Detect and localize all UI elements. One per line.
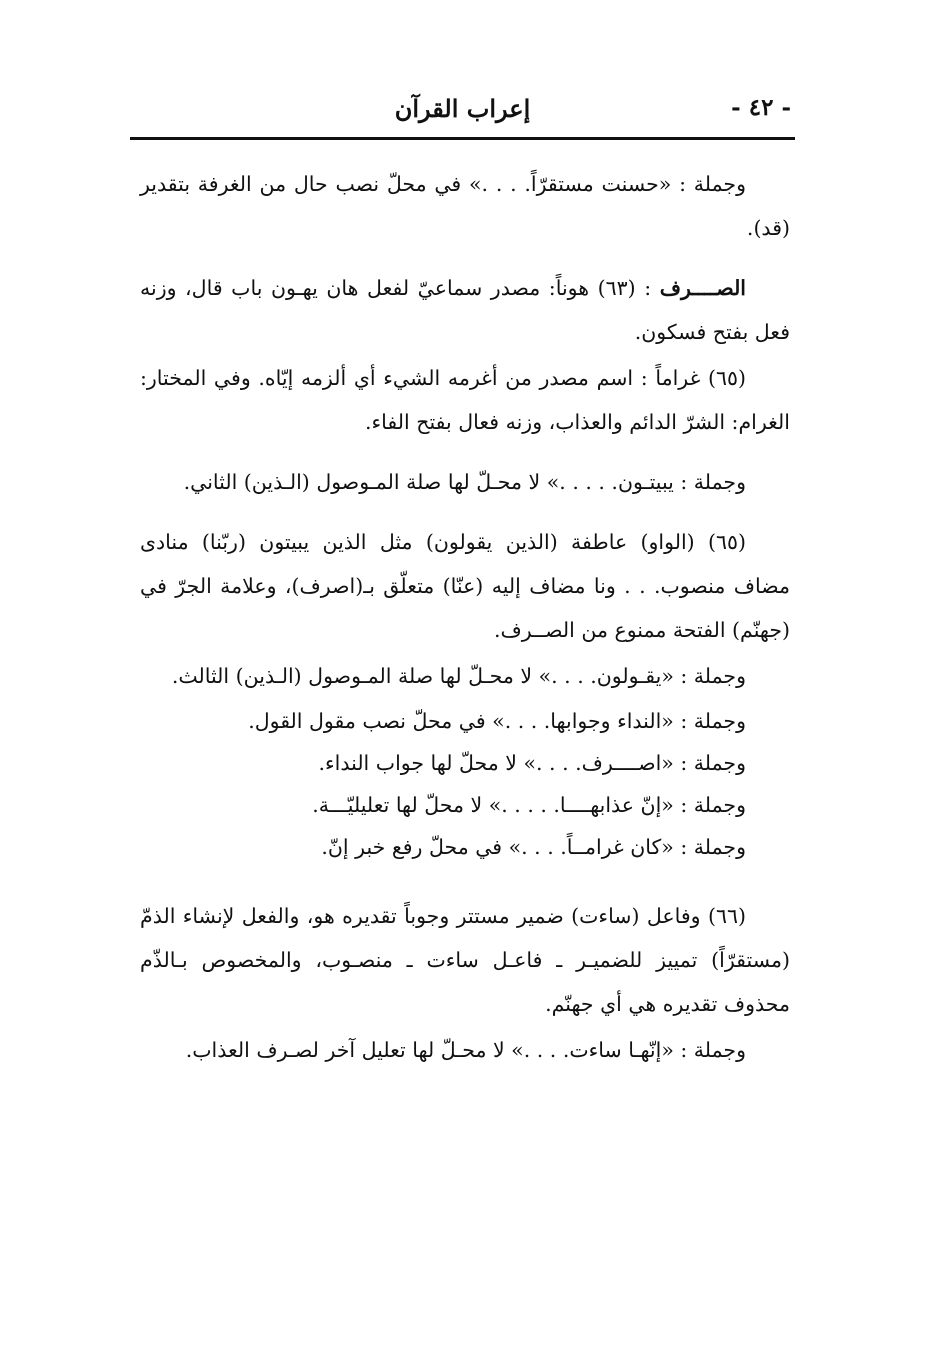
page-header bbox=[130, 92, 795, 136]
paragraph-yaquluna: وجملة : «يقـولون. . . .» لا محـلّ لها صلة المـوصول (الـذين) الثالث. bbox=[171, 664, 746, 688]
paragraph-innaha: وجملة : «إنّهـا ساءت. . . .» لا محـلّ لها تعليل آخر لصـرف العذاب. bbox=[185, 1038, 746, 1062]
paragraph-faail: (٦٦) وفاعل (ساءت) ضمير مستتر وجوباً تقديره هو، والفعل لإنشاء الذمّ (مستقرّاً) تمييز للضميـر ـ فاعـل ساءت ـ منصـوب، والمخصوص بـالذّم محذوف تقديره هي أي جهنّم. bbox=[140, 904, 790, 1016]
page-title: إعراب القرآن bbox=[394, 94, 531, 123]
header-rule bbox=[130, 137, 795, 140]
paragraph-alladhina: (٦٥) (الواو) عاطفة (الذين يقولون) مثل الذين يبيتون (ربّنا) منادى مضاف منصوب. . . ونا مضاف إليه (عنّا) متعلّق بـ(اصرف)، وعلامة الجرّ في (جهنّم) الفتحة ممنوع من الصــرف. bbox=[140, 530, 790, 642]
sarf-heading: الصــــرف bbox=[659, 276, 747, 300]
list-item: وجملة : «اصــــرف. . . .» لا محلّ لها جواب النداء. bbox=[318, 751, 746, 775]
page-number: - ٤٢ - bbox=[731, 94, 791, 121]
list-item: وجملة : «إنّ عذابهــــا. . . . .» لا محلّ لها تعليليّـــة. bbox=[312, 793, 746, 817]
paragraph-yabituna: وجملة : يبيتـون. . . . .» لا محـلّ لها صلة المـوصول (الـذين) الثاني. bbox=[183, 470, 746, 494]
list-item: وجملة : «النداء وجوابها. . . .» في محلّ نصب مقول القول. bbox=[248, 709, 746, 733]
list-item: وجملة : «كان غرامــاً. . . .» في محلّ رفع خبر إنّ. bbox=[321, 835, 746, 859]
page-body bbox=[140, 162, 790, 1072]
paragraph-1: وجملة : «حسنت مستقرّاً. . . .» في محلّ نصب حال من الغرفة بتقدير (قد). bbox=[140, 172, 790, 240]
paragraph-gharaman: (٦٥) غراماً : اسم مصدر من أغرمه الشيء أي ألزمه إيّاه. وفي المختار: الغرام: الشرّ الدائم والعذاب، وزنه فعال بفتح الفاء. bbox=[140, 366, 790, 434]
sarf-text: : (٦٣) هوناً: مصدر سماعيّ لفعل هان يهـون باب قال، وزنه فعل بفتح فسكون. bbox=[140, 276, 790, 344]
sentence-list bbox=[140, 700, 790, 868]
paragraph-sarf bbox=[140, 266, 790, 354]
